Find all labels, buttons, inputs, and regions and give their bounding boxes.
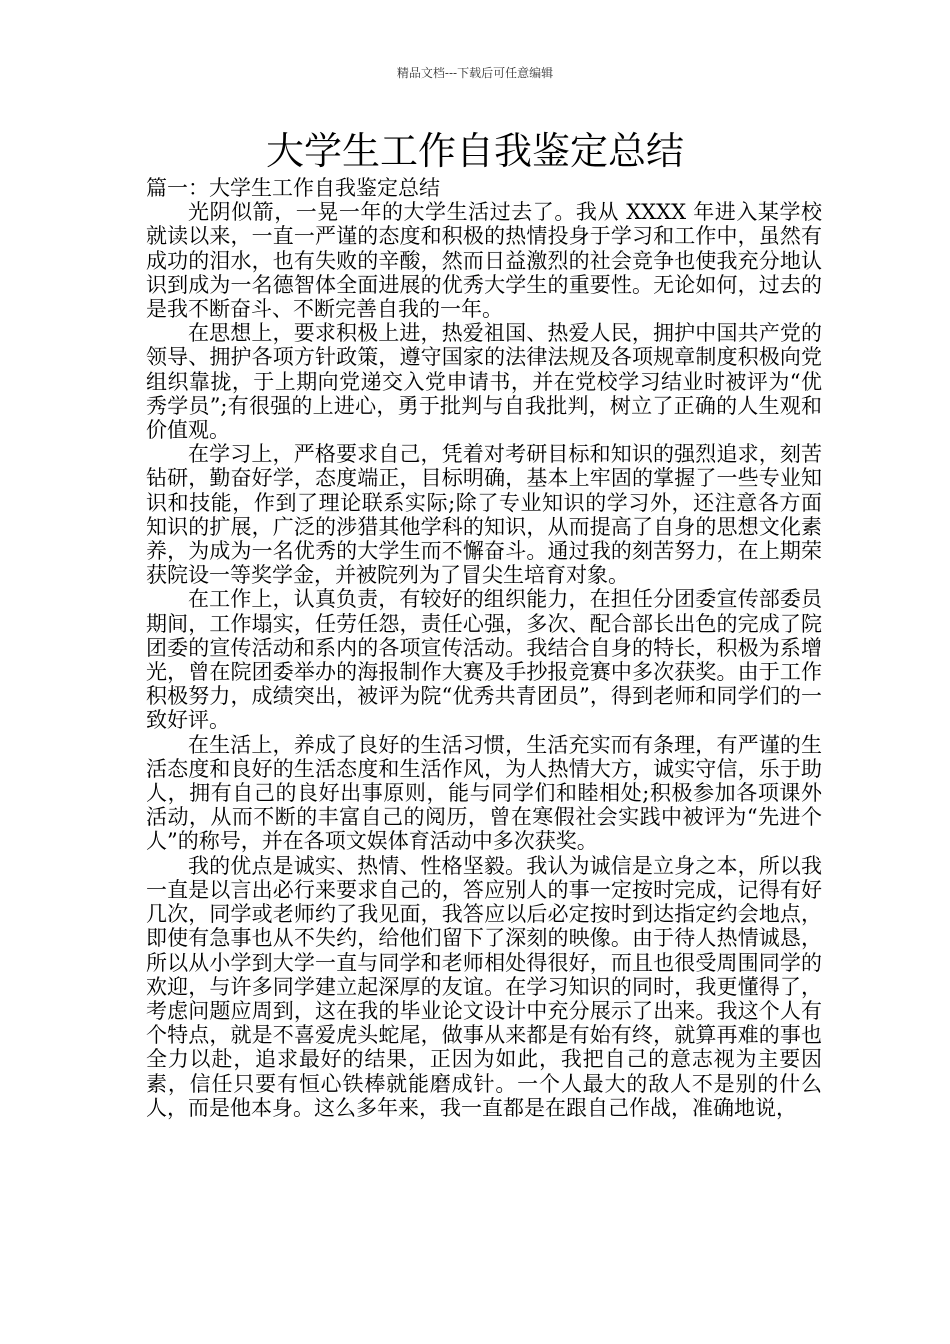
paragraph-study: 在学习上，严格要求自己，凭着对考研目标和知识的强烈追求，刻苦钻研，勤奋好学，态度端正，目标明确，基本上牢固的掌握了一些专业知识和技能，作到了理论联系实际;除了专业知识的学习外，还注意各方面知识的扩展，广泛的涉猎其他学科的知识，从而提高了自身的思想文化素养，为成为一名优秀的大学生而不懈奋斗。通过我的刻苦努力，在上期荣获院设一等奖学金，并被院列为了冒尖生培育对象。 (146, 442, 822, 588)
paragraph-intro: 光阴似箭，一晃一年的大学生活过去了。我从 XXXX 年进入某学校就读以来，一直一严谨的态度和积极的热情投身于学习和工作中，虽然有成功的泪水，也有失败的辛酸，然而日益激烈的社会竞争也使我充分地认识到成为一名德智体全面进展的优秀大学生的重要性。无论如何，过去的是我不断奋斗、不断完善自我的一年。 (146, 200, 822, 322)
document-body (146, 176, 822, 1120)
paragraph-life: 在生活上，养成了良好的生活习惯，生活充实而有条理，有严谨的生活态度和良好的生活态度和生活作风，为人热情大方，诚实守信，乐于助人，拥有自己的良好出事原则，能与同学们和睦相处;积极参加各项课外活动，从而不断的丰富自己的阅历，曾在寒假社会实践中被评为“先进个人”的称号，并在各项文娱体育活动中多次获奖。 (146, 732, 822, 854)
paragraph-ideology: 在思想上，要求积极上进，热爱祖国、热爱人民，拥护中国共产党的领导、拥护各项方针政策，遵守国家的法律法规及各项规章制度积极向党组织靠拢，于上期向党递交入党申请书，并在党校学习结业时被评为“优秀学员”;有很强的上进心，勇于批判与自我批判，树立了正确的人生观和价值观。 (146, 321, 822, 443)
paragraph-work: 在工作上，认真负责，有较好的组织能力，在担任分团委宣传部委员期间，工作塌实，任劳任怨，责任心强，多次、配合部长出色的完成了院团委的宣传活动和系内的各项宣传活动。我结合自身的特长，积极为系增光，曾在院团委举办的海报制作大赛及手抄报竞赛中多次获奖。由于工作积极努力，成绩突出，被评为院“优秀共青团员”，得到老师和同学们的一致好评。 (146, 587, 822, 733)
paragraph-strengths: 我的优点是诚实、热情、性格坚毅。我认为诚信是立身之本，所以我一直是以言出必行来要求自己的，答应别人的事一定按时完成，记得有好几次，同学或老师约了我见面，我答应以后必定按时到达指定约会地点，即使有急事也从不失约，给他们留下了深刻的映像。由于待人热情诚恳，所以从小学到大学一直与同学和老师相处得很好，而且也很受周围同学的欢迎，与许多同学建立起深厚的友谊。在学习知识的同时，我更懂得了，考虑问题应周到，这在我的毕业论文设计中充分展示了出来。我这个人有个特点，就是不喜爱虎头蛇尾，做事从来都是有始有终，就算再难的事也全力以赴，追求最好的结果，正因为如此，我把自己的意志视为主要因素，信任只要有恒心铁棒就能磨成针。一个人最大的敌人不是别的什么人，而是他本身。这么多年来，我一直都是在跟自己作战，准确地说， (146, 853, 822, 1120)
section-heading: 篇一：大学生工作自我鉴定总结 (146, 176, 440, 200)
document-title: 大学生工作自我鉴定总结 (265, 129, 684, 173)
page-header-note: 精品文档---下载后可任意编辑 (396, 66, 554, 80)
